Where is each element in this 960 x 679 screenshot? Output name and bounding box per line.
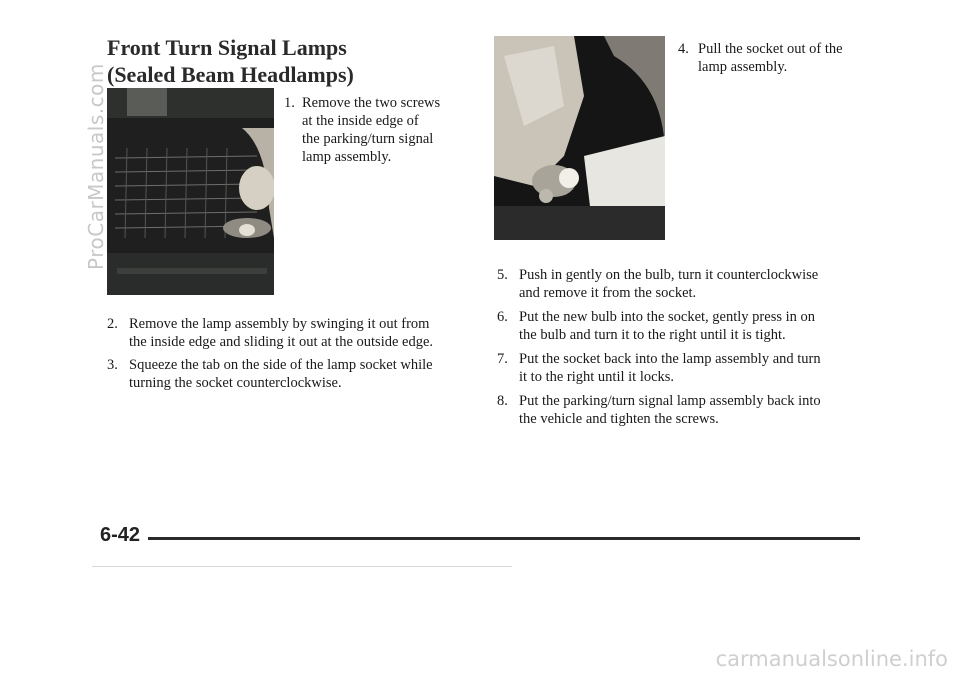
step-line: lamp assembly. xyxy=(698,59,788,75)
step-line: the bulb and turn it to the right until it is tight. xyxy=(519,327,786,343)
step-line: at the inside edge of xyxy=(302,113,419,129)
footer-url-watermark: carmanualsonline.info xyxy=(715,647,948,671)
title-line-2: (Sealed Beam Headlamps) xyxy=(107,62,354,87)
step-line: Push in gently on the bulb, turn it counterclockwise xyxy=(519,267,819,283)
photo-socket-illustration xyxy=(494,36,665,240)
step-number: 8. xyxy=(497,393,508,409)
step-number: 6. xyxy=(497,309,508,325)
step-line: it to the right until it locks. xyxy=(519,369,675,385)
step-number: 2. xyxy=(107,316,118,332)
step-number: 3. xyxy=(107,357,118,373)
photo-grille-illustration xyxy=(107,88,274,295)
step-number: 1. xyxy=(284,95,295,111)
step-number: 7. xyxy=(497,351,508,367)
footer-rule xyxy=(148,537,860,540)
step-line: Put the socket back into the lamp assembly and turn xyxy=(519,351,821,367)
step-line: Put the new bulb into the socket, gently press in on xyxy=(519,309,816,325)
step-2 xyxy=(107,315,467,355)
step-line: Remove the two screws xyxy=(302,95,441,111)
step-line: Remove the lamp assembly by swinging it out from xyxy=(129,316,430,332)
step-4 xyxy=(678,40,878,80)
step-5 xyxy=(497,266,867,306)
photo-grille-screws xyxy=(107,88,274,295)
step-3 xyxy=(107,356,467,396)
title-line-1: Front Turn Signal Lamps xyxy=(107,35,347,60)
page-number: 6-42 xyxy=(100,524,141,546)
step-6 xyxy=(497,308,867,348)
step-1 xyxy=(284,94,484,174)
step-line: Pull the socket out of the xyxy=(698,41,843,57)
step-line: Squeeze the tab on the side of the lamp socket while xyxy=(129,357,433,373)
step-8 xyxy=(497,392,867,432)
section-title xyxy=(107,34,354,88)
scan-artifact-line xyxy=(92,566,512,567)
step-line: the parking/turn signal xyxy=(302,131,434,147)
watermark-vertical: ProCarManuals.com xyxy=(84,63,108,270)
step-line: and remove it from the socket. xyxy=(519,285,697,301)
step-line: the inside edge and sliding it out at the outside edge. xyxy=(129,334,434,350)
step-7 xyxy=(497,350,867,390)
step-line: the vehicle and tighten the screws. xyxy=(519,411,719,427)
step-line: Put the parking/turn signal lamp assembly back into xyxy=(519,393,821,409)
step-number: 4. xyxy=(678,41,689,57)
step-line: turning the socket counterclockwise. xyxy=(129,375,342,391)
step-line: lamp assembly. xyxy=(302,149,392,165)
photo-socket-bulb xyxy=(494,36,665,240)
step-number: 5. xyxy=(497,267,508,283)
